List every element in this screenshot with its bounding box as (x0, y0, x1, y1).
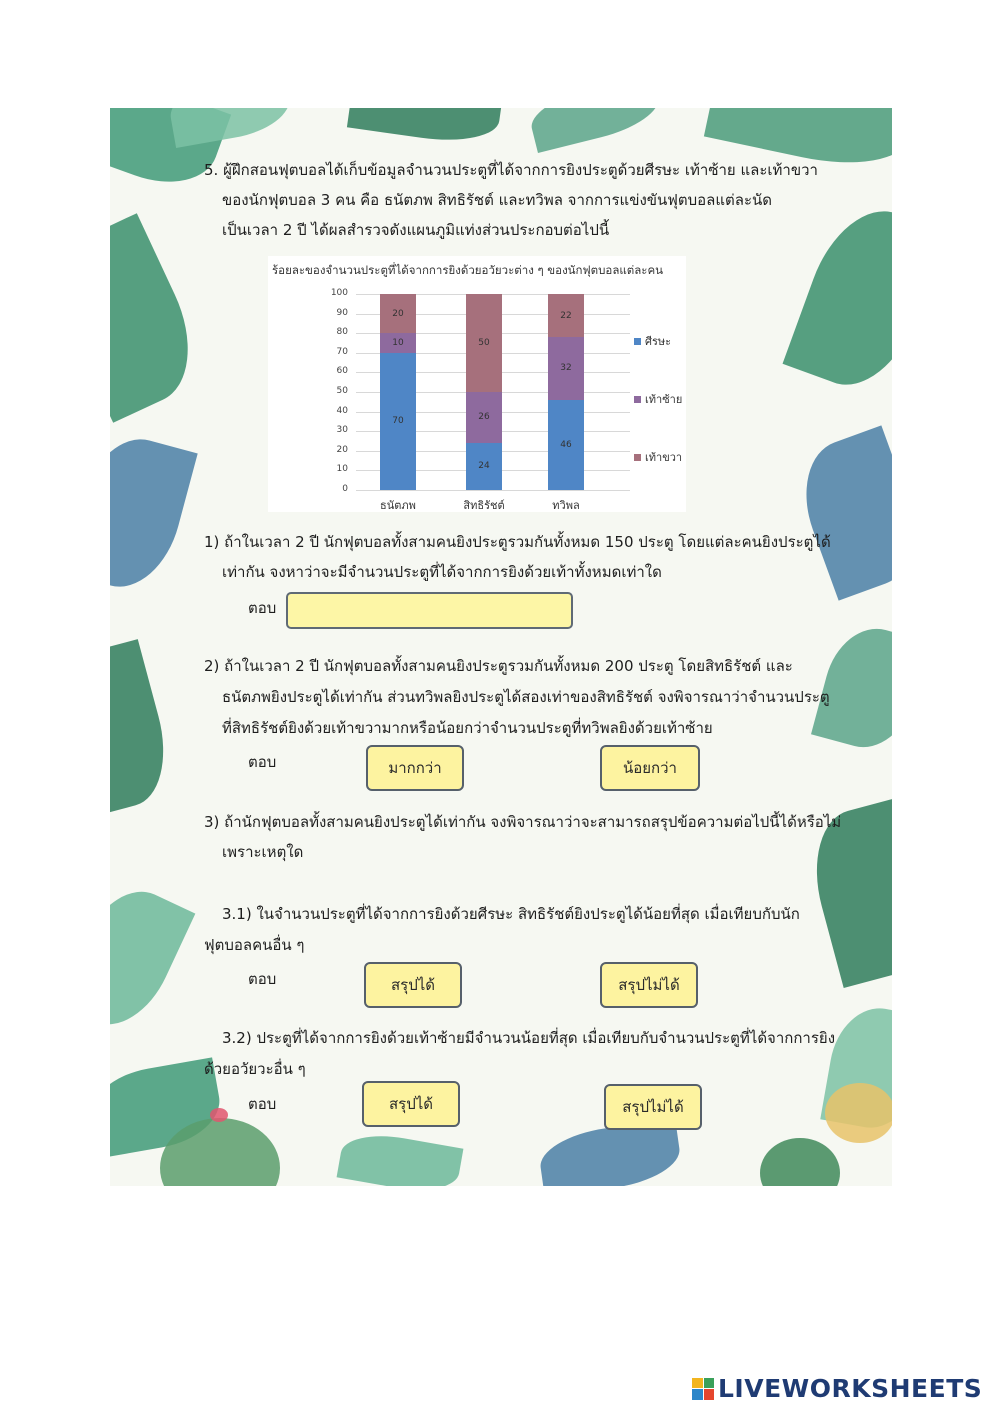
q32-answer-label: ตอบ (248, 1095, 277, 1113)
q32-line-1: 3.2) ประตูที่ได้จากการยิงด้วยเท้าซ้ายมีจำนวนน้อยที่สุด เมื่อเทียบกับจำนวนประตูที่ได้จากการยิง (222, 1029, 836, 1047)
data-label: 20 (392, 308, 404, 319)
legend-label: ศีรษะ (645, 335, 672, 348)
liveworksheets-logo-icon (692, 1378, 714, 1400)
q2-answer-label: ตอบ (248, 753, 277, 771)
legend-swatch (634, 338, 641, 345)
y-tick-label: 80 (336, 327, 348, 338)
data-label: 70 (392, 416, 404, 427)
category-label: ธนัตภพ (380, 499, 416, 512)
question-intro-line-3: เป็นเวลา 2 ปี ได้ผลสำรวจดังแผนภูมิแท่งส่วนประกอบต่อไปนี้ (222, 221, 610, 239)
y-tick-label: 30 (336, 425, 348, 436)
q3-line-1: 3) ถ้านักฟุตบอลทั้งสามคนยิงประตูได้เท่ากัน จงพิจารณาว่าจะสามารถสรุปข้อความต่อไปนี้ได้หรือไม่ (204, 813, 842, 831)
leaf-decoration (347, 108, 503, 148)
legend-swatch (634, 396, 641, 403)
leaf-decoration (110, 213, 213, 423)
q31-line-2: ฟุตบอลคนอื่น ๆ (204, 936, 305, 954)
data-label: 22 (560, 310, 572, 321)
data-label: 26 (478, 412, 490, 423)
y-tick-label: 60 (336, 366, 348, 377)
chart-title: ร้อยละของจำนวนประตูที่ได้จากการยิงด้วยอวัยวะต่าง ๆ ของนักฟุตบอลแต่ละคน (272, 263, 664, 277)
bar-segment-3 (380, 294, 416, 333)
y-tick-label: 40 (336, 405, 348, 416)
y-tick-label: 20 (336, 444, 348, 455)
leaf-decoration (166, 108, 295, 148)
bar-segment-3 (466, 294, 502, 392)
legend-label: เท้าขวา (645, 451, 683, 464)
legend-item (634, 332, 671, 350)
legend-item (634, 448, 682, 466)
bar-segment-1 (380, 353, 416, 490)
bar-segment-2 (380, 333, 416, 353)
leaf-decoration (337, 1128, 464, 1186)
data-label: 32 (560, 363, 572, 374)
q2-line-1: 2) ถ้าในเวลา 2 ปี นักฟุตบอลทั้งสามคนยิงประตูรวมกันทั้งหมด 200 ประตู โดยสิทธิรัชต์ และ (204, 657, 793, 675)
q2-choice-less[interactable]: น้อยกว่า (600, 745, 700, 791)
data-label: 50 (478, 338, 490, 348)
data-label: 10 (392, 337, 404, 348)
q3-line-2: เพราะเหตุใด (222, 843, 304, 861)
liveworksheets-logo-text: LIVEWORKSHEETS (718, 1374, 983, 1403)
q1-answer-input[interactable] (286, 592, 573, 629)
y-tick-label: 100 (330, 288, 348, 298)
q2-line-3: ที่สิทธิรัชต์ยิงด้วยเท้าขวามากหรือน้อยกว่าจำนวนประตูที่ทวิพลยิงด้วยเท้าซ้าย (222, 719, 713, 737)
bar-segment-2 (548, 337, 584, 400)
q31-choice-cannot-conclude[interactable]: สรุปไม่ได้ (600, 962, 698, 1008)
cactus-flower-decoration (210, 1108, 228, 1122)
cactus-decoration (825, 1083, 892, 1143)
bar-segment-1 (548, 400, 584, 490)
legend-label: เท้าซ้าย (645, 393, 683, 406)
leaf-decoration (110, 428, 198, 599)
gridline (356, 490, 630, 491)
question-intro-line-1: 5. ผู้ฝึกสอนฟุตบอลได้เก็บข้อมูลจำนวนประตูที่ได้จากการยิงประตูด้วยศีรษะ เท้าซ้าย และเท้าขวา (204, 161, 818, 179)
q2-choice-more[interactable]: มากกว่า (366, 745, 464, 791)
category-label: สิทธิรัชต์ (463, 499, 505, 512)
y-tick-label: 50 (336, 386, 348, 396)
cactus-decoration (760, 1138, 840, 1186)
legend-item (634, 390, 682, 408)
y-tick-label: 10 (336, 464, 348, 475)
bar-segment-2 (466, 392, 502, 443)
leaf-decoration (787, 425, 892, 600)
q32-line-2: ด้วยอวัยวะอื่น ๆ (204, 1060, 306, 1078)
data-label: 46 (560, 439, 572, 450)
bar-segment-3 (548, 294, 584, 337)
q1-line-2: เท่ากัน จงหาว่าจะมีจำนวนประตูที่ได้จากการยิงด้วยเท้าทั้งหมดเท่าใด (222, 563, 662, 581)
q32-choice-cannot-conclude[interactable]: สรุปไม่ได้ (604, 1084, 702, 1130)
question-intro-line-2: ของนักฟุตบอล 3 คน คือ ธนัตภพ สิทธิรัชต์ และทวิพล จากการแข่งขันฟุตบอลแต่ละนัด (222, 191, 773, 209)
data-label: 24 (478, 461, 490, 472)
leaf-decoration (783, 195, 892, 402)
q32-choice-can-conclude[interactable]: สรุปได้ (362, 1081, 460, 1127)
q31-line-1: 3.1) ในจำนวนประตูที่ได้จากการยิงด้วยศีรษะ สิทธิรัชต์ยิงประตูได้น้อยที่สุด เมื่อเทียบกับนัก (222, 905, 800, 923)
liveworksheets-logo (692, 1374, 982, 1403)
q31-answer-label: ตอบ (248, 970, 277, 988)
y-tick-label: 0 (342, 484, 348, 494)
legend-swatch (634, 454, 641, 461)
stacked-bar-chart (268, 256, 686, 512)
q1-answer-label: ตอบ (248, 599, 277, 617)
y-tick-label: 90 (336, 307, 348, 318)
leaf-decoration (110, 876, 195, 1041)
q1-line-1: 1) ถ้าในเวลา 2 ปี นักฟุตบอลทั้งสามคนยิงประตูรวมกันทั้งหมด 150 ประตู โดยแต่ละคนยิงประตูได้ (204, 533, 831, 551)
q31-choice-can-conclude[interactable]: สรุปได้ (364, 962, 462, 1008)
category-label: ทวิพล (552, 499, 580, 512)
y-tick-label: 70 (336, 346, 348, 357)
bar-segment-1 (466, 443, 502, 490)
leaf-decoration (110, 639, 179, 817)
leaf-decoration (526, 108, 664, 153)
q2-line-2: ธนัตภพยิงประตูได้เท่ากัน ส่วนทวิพลยิงประตูได้สองเท่าของสิทธิรัชต์ จงพิจารณาว่าจำนวนประตู (222, 688, 830, 706)
